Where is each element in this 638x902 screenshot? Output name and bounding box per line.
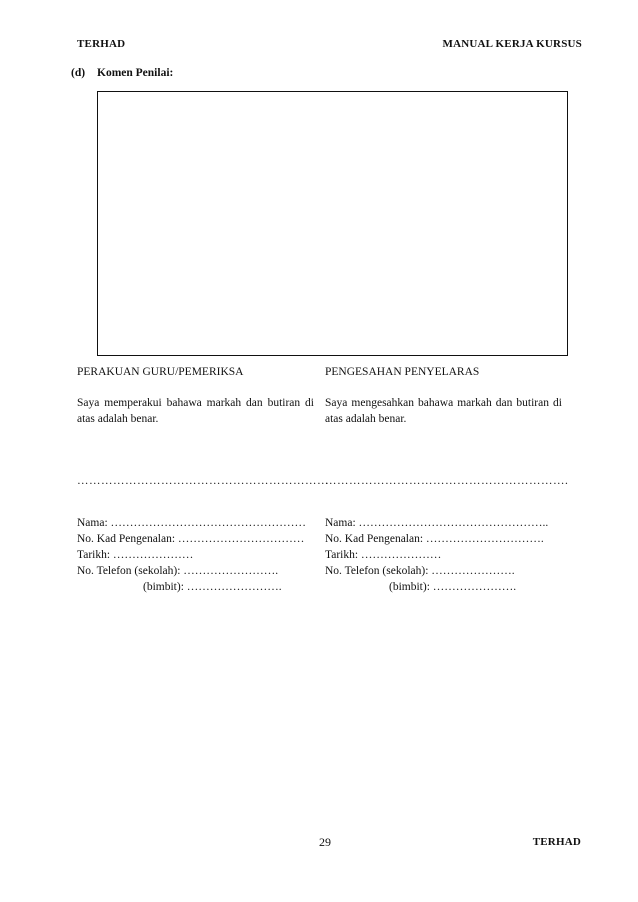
left-kad-field[interactable]: No. Kad Pengenalan: …………………………… [77,533,305,545]
left-tel-sekolah-field[interactable]: No. Telefon (sekolah): ……………………. [77,565,279,577]
left-column-title: PERAKUAN GURU/PEMERIKSA [77,366,244,378]
right-kad-field[interactable]: No. Kad Pengenalan: …………………………. [325,533,544,545]
page-number: 29 [319,835,331,849]
right-tarikh-field[interactable]: Tarikh: ………………… [325,549,442,561]
section-label: (d) [71,67,86,79]
right-nama-field[interactable]: Nama: ………………………………………….. [325,517,549,529]
right-tel-bimbit-field[interactable]: (bimbit): …………………. [389,581,517,593]
right-column-statement: Saya mengesahkan bahawa markah dan butiran di atas adalah benar. [325,397,562,425]
left-tel-bimbit-field[interactable]: (bimbit): ……………………. [143,581,282,593]
left-column-statement: Saya memperakui bahawa markah dan butiran di atas adalah benar. [77,397,314,425]
footer-right-label: TERHAD [532,836,581,848]
right-column-title: PENGESAHAN PENYELARAS [325,366,480,378]
header-right-title: MANUAL KERJA KURSUS [442,38,582,50]
comment-box[interactable] [97,91,568,356]
right-signature-line[interactable]: ……………………………………………………. [325,475,569,487]
header-left-label: TERHAD [77,38,126,50]
left-signature-line[interactable]: ……………………………………………………… [77,475,329,487]
right-tel-sekolah-field[interactable]: No. Telefon (sekolah): …………………. [325,565,515,577]
left-tarikh-field[interactable]: Tarikh: ………………… [77,549,194,561]
section-title: Komen Penilai: [97,67,174,79]
left-nama-field[interactable]: Nama: …………………………………………… [77,517,307,529]
